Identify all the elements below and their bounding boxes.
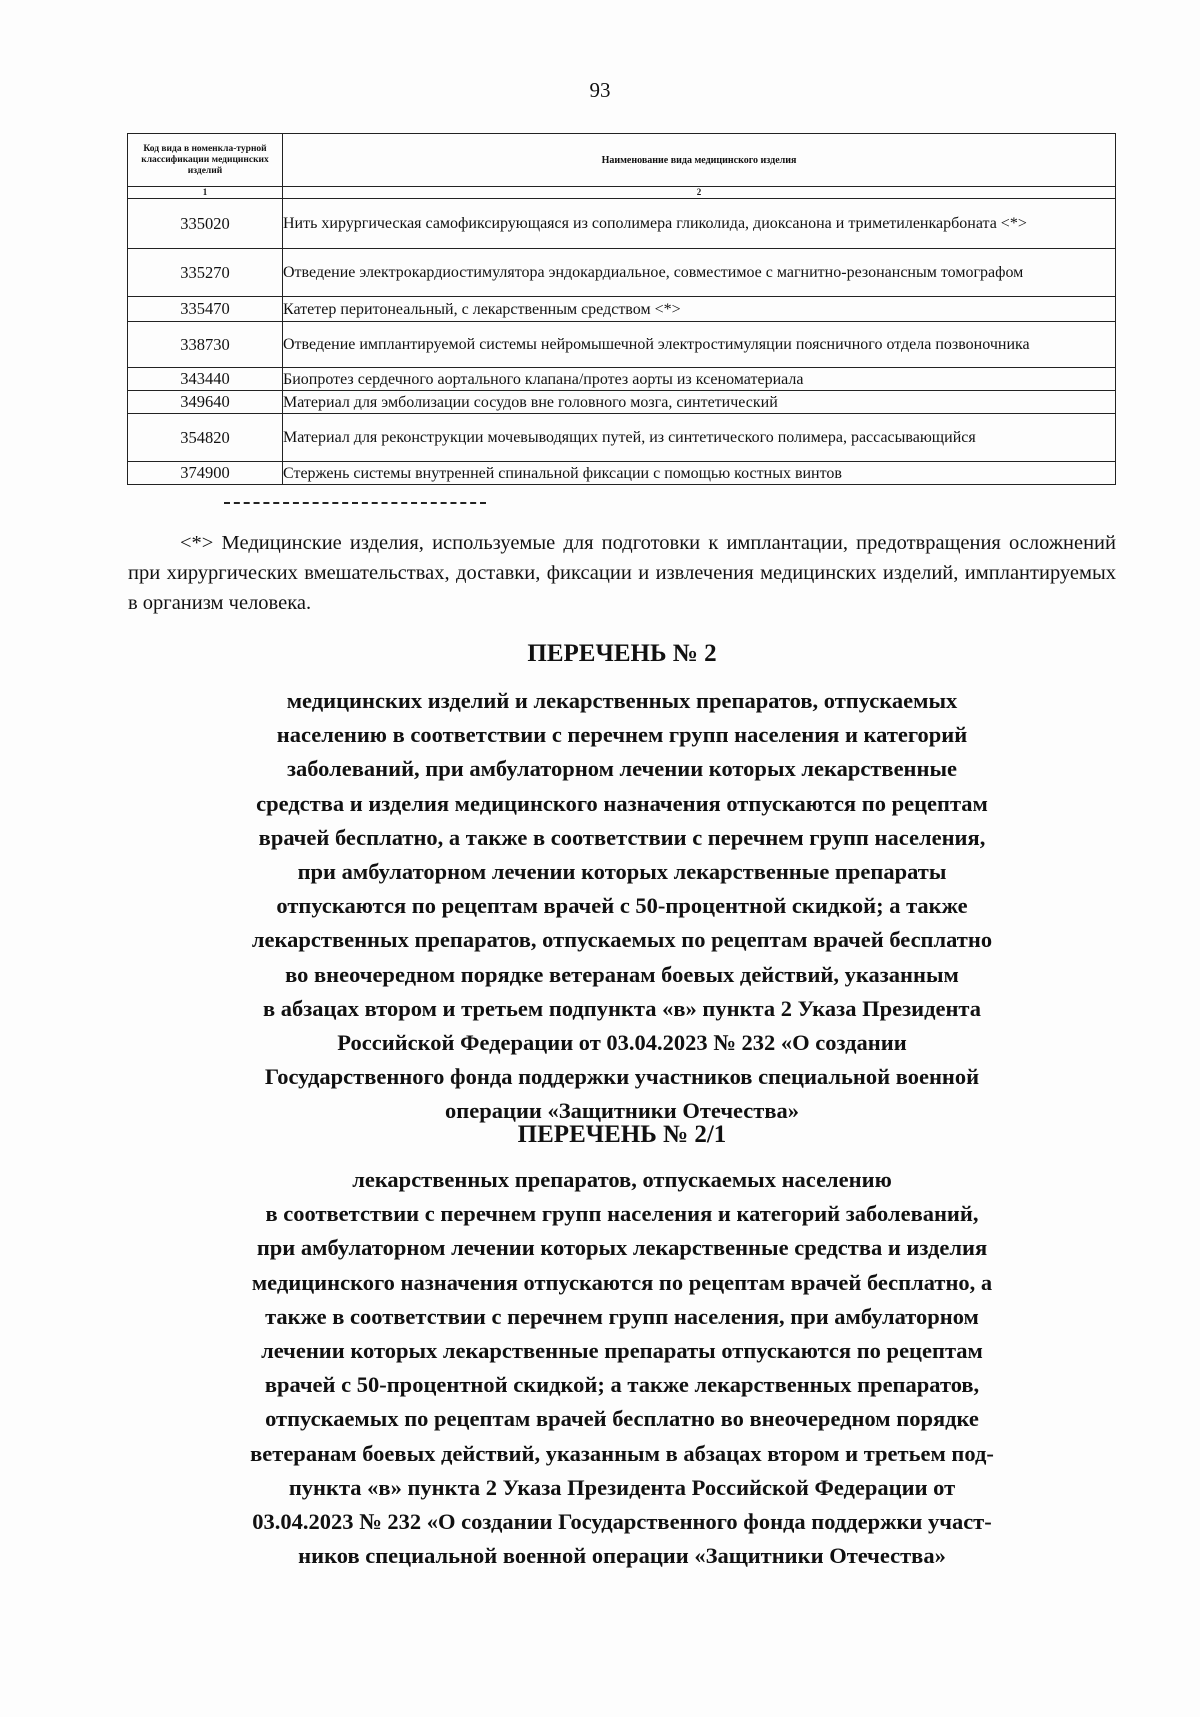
table-row xyxy=(128,297,1116,322)
header-name: Наименование вида медицинского изделия xyxy=(283,134,1116,187)
list-2-description xyxy=(128,684,1116,1129)
text-line: Российской Федерации от 03.04.2023 № 232 «О создании xyxy=(337,1030,907,1056)
text-line: лечении которых лекарственные препараты отпускаются по рецептам xyxy=(261,1338,983,1364)
text-line: ветеранам боевых действий, указанным в абзацах втором и третьем под- xyxy=(250,1440,994,1466)
text-line: в абзацах втором и третьем подпункта «в» пункта 2 Указа Президента xyxy=(262,995,981,1021)
row-name: Отведение имплантируемой системы нейромышечной электростимуляции поясничного отдела позвоночника xyxy=(283,322,1116,368)
row-name: Стержень системы внутренней спинальной фиксации с помощью костных винтов xyxy=(283,462,1116,485)
text-line: 03.04.2023 № 232 «О создании Государственного фонда поддержки участ- xyxy=(252,1509,992,1535)
text-line: пункта «в» пункта 2 Указа Президента Российской Федерации от xyxy=(288,1474,956,1500)
table-row xyxy=(128,391,1116,414)
table-row xyxy=(128,368,1116,391)
row-name: Биопротез сердечного аортального клапана/протез аорты из ксеноматериала xyxy=(283,368,1116,391)
row-code: 374900 xyxy=(128,462,283,485)
row-name: Материал для эмболизации сосудов вне головного мозга, синтетический xyxy=(283,391,1116,414)
row-name: Нить хирургическая самофиксирующаяся из сополимера гликолида, диоксанона и триметиленкарбоната <*> xyxy=(283,199,1116,249)
row-code: 335020 xyxy=(128,199,283,249)
text-line: во внеочередном порядке ветеранам боевых действий, указанным xyxy=(285,961,959,987)
table-row xyxy=(128,414,1116,462)
text-line: операции «Защитники Отечества» xyxy=(445,1098,799,1124)
text-line: при амбулаторном лечении которых лекарственные средства и изделия xyxy=(256,1235,988,1261)
list-2-1-description xyxy=(128,1163,1116,1573)
text-line: в соответствии с перечнем групп населения и категорий заболеваний, xyxy=(265,1201,979,1227)
table-row xyxy=(128,199,1116,249)
list-2-title: ПЕРЕЧЕНЬ № 2 xyxy=(527,640,717,667)
table-row xyxy=(128,322,1116,368)
text-line: ников специальной военной операции «Защитники Отечества» xyxy=(298,1543,946,1569)
text-line: лекарственных препаратов, отпускаемых населению xyxy=(352,1167,892,1192)
text-line: также в соответствии с перечнем групп населения, при амбулаторном xyxy=(265,1303,979,1329)
text-line: отпускаются по рецептам врачей с 50-процентной скидкой; а также xyxy=(276,893,968,919)
text-line: медицинского назначения отпускаются по рецептам врачей бесплатно, а xyxy=(251,1269,993,1295)
row-code: 354820 xyxy=(128,414,283,462)
text-line: медицинских изделий и лекарственных препаратов, отпускаемых xyxy=(286,688,958,713)
row-code: 338730 xyxy=(128,322,283,368)
text-line: Государственного фонда поддержки участников специальной военной xyxy=(264,1064,980,1090)
page-number: 93 xyxy=(589,78,611,102)
column-number-2: 2 xyxy=(283,187,1116,199)
text-line: отпускаемых по рецептам врачей бесплатно во внеочередном порядке xyxy=(265,1406,979,1432)
row-name: Отведение электрокардиостимулятора эндокардиальное, совместимое с магнитно-резонансным томографом xyxy=(283,249,1116,297)
text-line: населению в соответствии с перечнем групп населения и категорий xyxy=(276,722,968,748)
row-name: Катетер перитонеальный, с лекарственным средством <*> xyxy=(283,297,1116,322)
row-code: 343440 xyxy=(128,368,283,391)
row-name: Материал для реконструкции мочевыводящих путей, из синтетического полимера, рассасывающийся xyxy=(283,414,1116,462)
column-number-1: 1 xyxy=(128,187,283,199)
device-table xyxy=(127,133,1116,485)
text-line: лекарственных препаратов, отпускаемых по рецептам врачей бесплатно xyxy=(251,927,993,953)
text-line: заболеваний, при амбулаторном лечении которых лекарственные xyxy=(286,756,958,782)
text-line: врачей бесплатно, а также в соответствии с перечнем групп населения, xyxy=(258,824,986,850)
footnote: <*> Медицинские изделия, используемые для подготовки к имплантации, предотвращения осложнений при хирургических вмешательствах, доставки, фиксации и извлечения медицинских изделий, имплантируемых в организм человека. xyxy=(128,532,1116,614)
text-line: при амбулаторном лечении которых лекарственные препараты xyxy=(297,859,947,885)
header-code: Код вида в номенкла-турной классификации медицинских изделий xyxy=(128,134,283,187)
table-row xyxy=(128,249,1116,297)
row-code: 335270 xyxy=(128,249,283,297)
text-line: врачей с 50-процентной скидкой; а также лекарственных препаратов, xyxy=(264,1372,980,1398)
text-line: средства и изделия медицинского назначения отпускаются по рецептам xyxy=(256,790,988,816)
table-header-row xyxy=(128,134,1116,187)
table-row xyxy=(128,462,1116,485)
row-code: 349640 xyxy=(128,391,283,414)
row-code: 335470 xyxy=(128,297,283,322)
list-2-1-title: ПЕРЕЧЕНЬ № 2/1 xyxy=(517,1121,727,1148)
footnote-separator xyxy=(224,502,486,504)
table-column-numbers xyxy=(128,187,1116,199)
